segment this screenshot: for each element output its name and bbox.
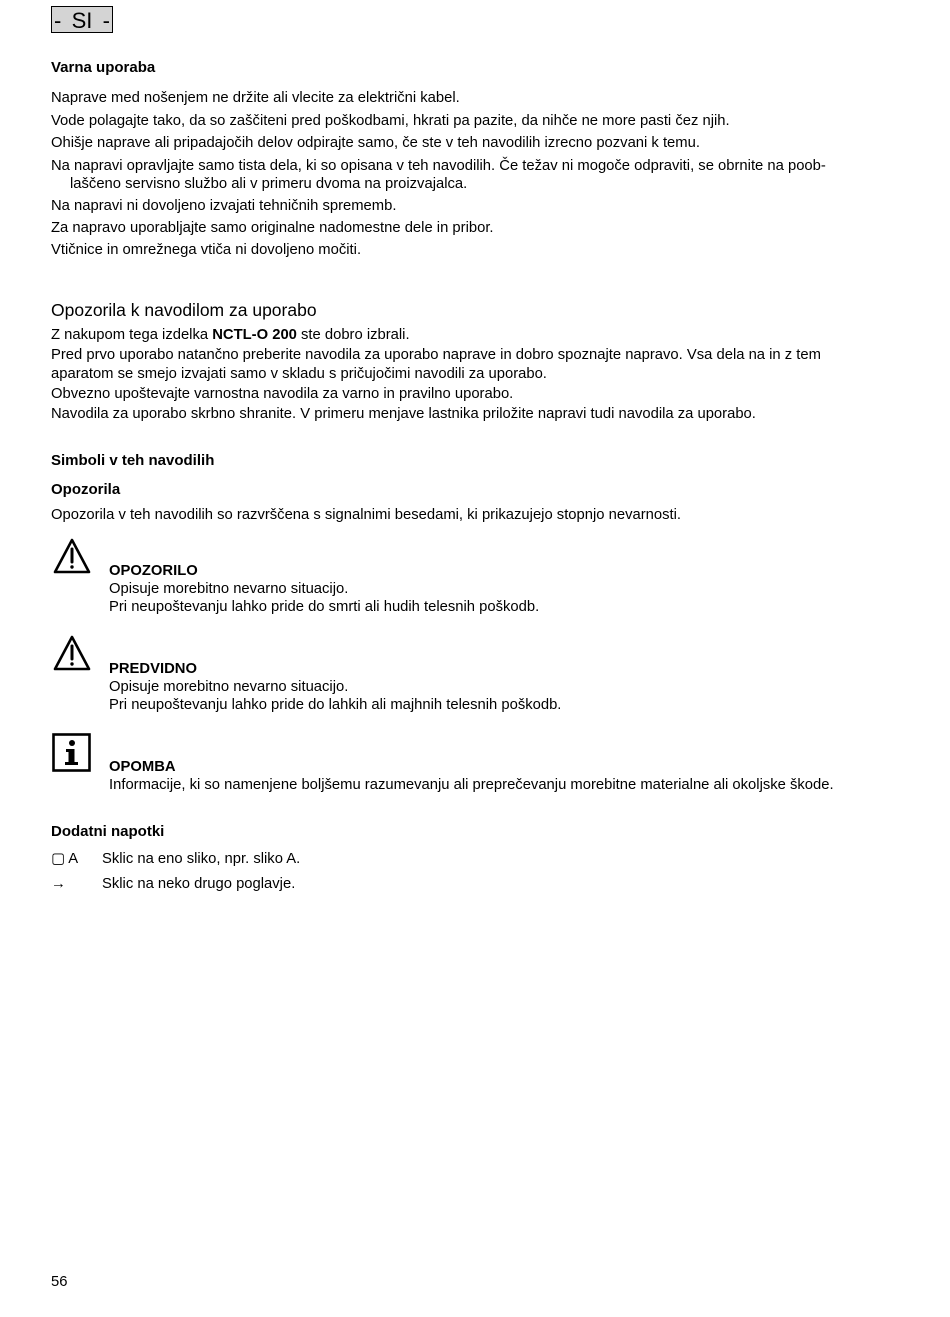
product-name: NCTL-O 200	[212, 327, 297, 343]
safe-use-item-line: Na napravi opravljajte samo tista dela, ki so opisana v teh navodilih. Če težav ni mogoče odpraviti, se obrnite na poob-	[51, 158, 826, 174]
notes-line: aparatom se smejo izvajati samo v skladu s pričujočimi navodili za uporabo.	[51, 366, 547, 382]
notes-line: Obvezno upoštevajte varnostna navodila za varno in pravilno uporabo.	[51, 386, 514, 402]
reference-row	[51, 876, 295, 892]
notes-line-before: Z nakupom tega izdelka	[51, 327, 213, 343]
warning-block	[109, 660, 561, 714]
note-block	[109, 758, 834, 794]
warnings-intro: Opozorila v teh navodilih so razvrščena s signalnimi besedami, ki prikazujejo stopnjo nevarnosti.	[51, 507, 682, 523]
notes-heading: Opozorila k navodilom za uporabo	[51, 300, 317, 320]
lang-tag-right: -	[102, 8, 110, 33]
lang-tag-left: -	[54, 8, 62, 33]
safe-use-item: Na napravi ni dovoljeno izvajati tehničnih sprememb.	[51, 198, 397, 214]
safe-use-item: Ohišje naprave ali pripadajočih delov odpirajte samo, če ste v teh navodilih izrecno pozvani k temu.	[51, 135, 700, 151]
note-title: OPOMBA	[109, 759, 176, 775]
warning-triangle-icon	[52, 634, 92, 676]
warning-title: OPOZORILO	[109, 563, 198, 579]
notes-line: Pred prvo uporabo natančno preberite navodila za uporabo naprave in dobro spoznajte napravo. Vsa dela na in z tem	[51, 347, 821, 363]
notes-line	[51, 327, 410, 344]
safe-use-item: Vtičnice in omrežnega vtiča ni dovoljeno močiti.	[51, 242, 362, 258]
warning-line: Opisuje morebitno nevarno situacijo.	[109, 581, 349, 597]
reference-text: Sklic na eno sliko, npr. sliko A.	[102, 851, 301, 867]
safe-use-item: Vode polagajte tako, da so zaščiteni pred poškodbami, hkrati pa pazite, da nihče ne more pasti čez njih.	[51, 113, 730, 129]
warning-title: PREDVIDNO	[109, 661, 197, 677]
warning-triangle-icon	[52, 537, 92, 579]
warning-block	[109, 562, 539, 616]
lang-tag-code: SI	[71, 8, 93, 33]
safe-use-item: Naprave med nošenjem ne držite ali vlecite za električni kabel.	[51, 90, 460, 106]
warning-line: Pri neupoštevanju lahko pride do lahkih ali majhnih telesnih poškodb.	[109, 697, 562, 713]
note-line: Informacije, ki so namenjene boljšemu razumevanju ali preprečevanju morebitne materialne ali okoljske škode.	[109, 777, 834, 793]
info-icon	[52, 733, 91, 776]
reference-text: Sklic na neko drugo poglavje.	[102, 876, 296, 892]
notes-line-after: ste dobro izbrali.	[296, 327, 410, 343]
safe-use-heading: Varna uporaba	[51, 59, 156, 76]
warnings-subheading: Opozorila	[51, 481, 121, 498]
page-number: 56	[51, 1274, 68, 1290]
notes-line: Navodila za uporabo skrbno shranite. V primeru menjave lastnika priložite napravi tudi navodila za uporabo.	[51, 406, 756, 422]
arrow-right-icon: →	[51, 876, 66, 892]
extra-heading: Dodatni napotki	[51, 823, 165, 840]
symbols-heading: Simboli v teh navodilih	[51, 452, 215, 469]
safe-use-item: Za napravo uporabljajte samo originalne nadomestne dele in pribor.	[51, 220, 494, 236]
warning-line: Opisuje morebitno nevarno situacijo.	[109, 679, 349, 695]
warning-line: Pri neupoštevanju lahko pride do smrti ali hudih telesnih poškodb.	[109, 599, 540, 615]
reference-row	[51, 850, 300, 867]
safe-use-item-line: laščeno servisno službo ali v primeru dvoma na proizvajalca.	[70, 176, 468, 192]
figure-reference-symbol: ▢ A	[51, 851, 79, 867]
language-tag	[51, 6, 113, 33]
safe-use-item	[51, 157, 901, 193]
